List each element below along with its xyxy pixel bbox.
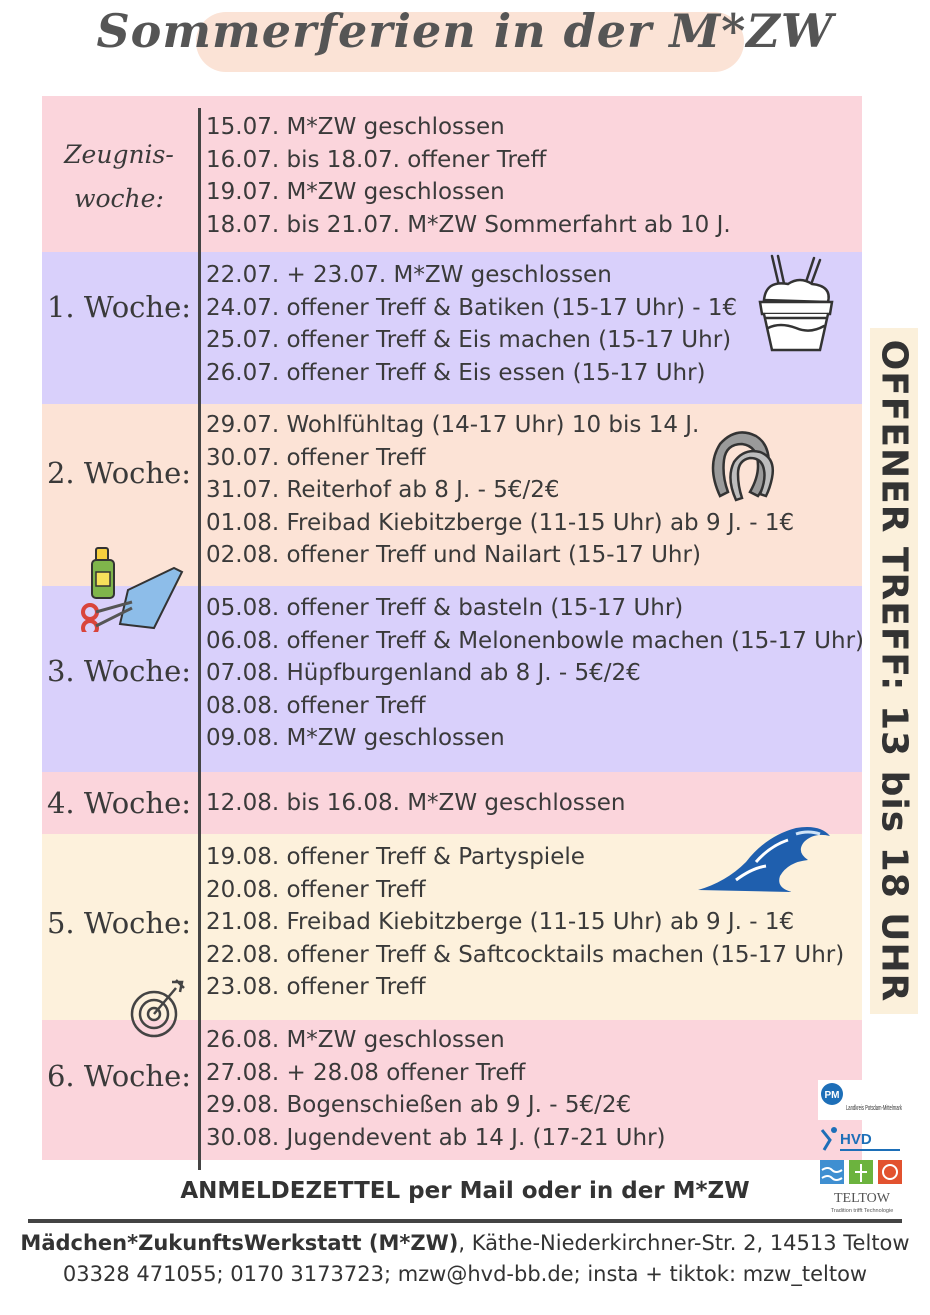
footer-contact: 03328 471055; 0170 3173723; mzw@hvd-bb.de; insta + tiktok: mzw_teltow bbox=[62, 1262, 868, 1286]
week-label-zeugnis-line2: woche: bbox=[74, 184, 164, 213]
week-lines-1 bbox=[206, 259, 737, 389]
timeline-divider bbox=[198, 108, 201, 1170]
event-line: 23.08. offener Treff bbox=[206, 974, 426, 1000]
week-label-6: 6. Woche: bbox=[46, 1059, 192, 1093]
week-label-zeugnis-line1: Zeugnis- bbox=[64, 140, 174, 169]
event-line: 18.07. bis 21.07. M*ZW Sommerfahrt ab 10 J. bbox=[206, 211, 731, 238]
event-line: 21.08. Freibad Kiebitzberge (11-15 Uhr) ab 9 J. - 1€ bbox=[206, 909, 795, 935]
footer-divider bbox=[28, 1219, 902, 1223]
week-label-3: 3. Woche: bbox=[46, 654, 192, 688]
event-line: 30.08. Jugendevent ab 14 J. (17-21 Uhr) bbox=[206, 1124, 666, 1151]
week-label-1: 1. Woche: bbox=[46, 290, 192, 324]
event-line: 29.07. Wohlfühltag (14-17 Uhr) 10 bis 14 J. bbox=[206, 412, 700, 438]
hvd-logo bbox=[818, 1124, 904, 1158]
event-line: 19.08. offener Treff & Partyspiele bbox=[206, 844, 585, 870]
teltow-slogan-text: Tradition trifft Technologie bbox=[830, 1208, 894, 1214]
event-line: 05.08. offener Treff & basteln (15-17 Uhr) bbox=[206, 595, 684, 621]
event-line: 20.08. offener Treff bbox=[206, 876, 426, 903]
event-line: 07.08. Hüpfburgenland ab 8 J. - 5€/2€ bbox=[206, 660, 641, 686]
event-line: 12.08. bis 16.08. M*ZW geschlossen bbox=[206, 790, 626, 816]
pm-name-text: Landkreis Potsdam-Mittelmark bbox=[846, 1105, 903, 1112]
pm-badge-text: PM bbox=[824, 1090, 840, 1101]
horseshoe-icon bbox=[706, 426, 778, 502]
week-label-zeugnis bbox=[42, 138, 196, 216]
event-line: 31.07. Reiterhof ab 8 J. - 5€/2€ bbox=[206, 477, 560, 503]
event-line: 26.08. M*ZW geschlossen bbox=[206, 1027, 505, 1053]
event-line: 01.08. Freibad Kiebitzberge (11-15 Uhr) ab 9 J. - 1€ bbox=[206, 509, 795, 536]
week-label-5: 5. Woche: bbox=[46, 906, 192, 940]
page-title: Sommerferien in der M*ZW bbox=[96, 4, 834, 58]
ice-cream-icon bbox=[752, 252, 838, 360]
week-lines-zeugnis bbox=[206, 111, 731, 241]
target-arrow-icon bbox=[128, 978, 186, 1040]
footer-address bbox=[0, 1231, 930, 1255]
event-line: 27.08. + 28.08 offener Treff bbox=[206, 1059, 526, 1086]
week-lines-3 bbox=[206, 592, 864, 755]
week-lines-6 bbox=[206, 1024, 666, 1154]
event-line: 25.07. offener Treff & Eis machen (15-17 Uhr) bbox=[206, 327, 732, 353]
week-label-4: 4. Woche: bbox=[46, 786, 192, 820]
event-line: 29.08. Bogenschießen ab 9 J. - 5€/2€ bbox=[206, 1092, 632, 1118]
event-line: 26.07. offener Treff & Eis essen (15-17 Uhr) bbox=[206, 359, 706, 386]
event-line: 09.08. M*ZW geschlossen bbox=[206, 725, 505, 751]
week-lines-4 bbox=[206, 787, 625, 820]
footer-address-text: , Käthe-Niederkirchner-Str. 2, 14513 Teltow bbox=[458, 1231, 910, 1255]
event-line: 22.07. + 23.07. M*ZW geschlossen bbox=[206, 262, 612, 288]
glue-scissors-paper-icon bbox=[78, 546, 186, 632]
event-line: 08.08. offener Treff bbox=[206, 692, 426, 719]
event-line: 02.08. offener Treff und Nailart (15-17 Uhr) bbox=[206, 542, 701, 568]
registration-note: ANMELDEZETTEL per Mail oder in der M*ZW bbox=[180, 1178, 750, 1204]
teltow-name-text: TELTOW bbox=[834, 1191, 890, 1206]
event-line: 15.07. M*ZW geschlossen bbox=[206, 114, 505, 140]
week-label-2: 2. Woche: bbox=[46, 456, 192, 490]
event-line: 16.07. bis 18.07. offener Treff bbox=[206, 146, 547, 173]
event-line: 19.07. M*ZW geschlossen bbox=[206, 179, 505, 205]
event-line: 22.08. offener Treff & Saftcocktails machen (15-17 Uhr) bbox=[206, 941, 845, 968]
wave-icon bbox=[696, 822, 832, 894]
event-line: 24.07. offener Treff & Batiken (15-17 Uhr) - 1€ bbox=[206, 294, 738, 321]
event-line: 06.08. offener Treff & Melonenbowle machen (15-17 Uhr) bbox=[206, 627, 865, 654]
side-banner-text: OFFENER TREFF: 13 bis 18 UHR bbox=[873, 339, 915, 1003]
event-line: 30.07. offener Treff bbox=[206, 444, 426, 471]
pm-logo bbox=[818, 1080, 904, 1120]
footer-org-name: Mädchen*ZukunftsWerkstatt (M*ZW) bbox=[20, 1231, 459, 1255]
hvd-name-text: HVD bbox=[840, 1131, 872, 1148]
